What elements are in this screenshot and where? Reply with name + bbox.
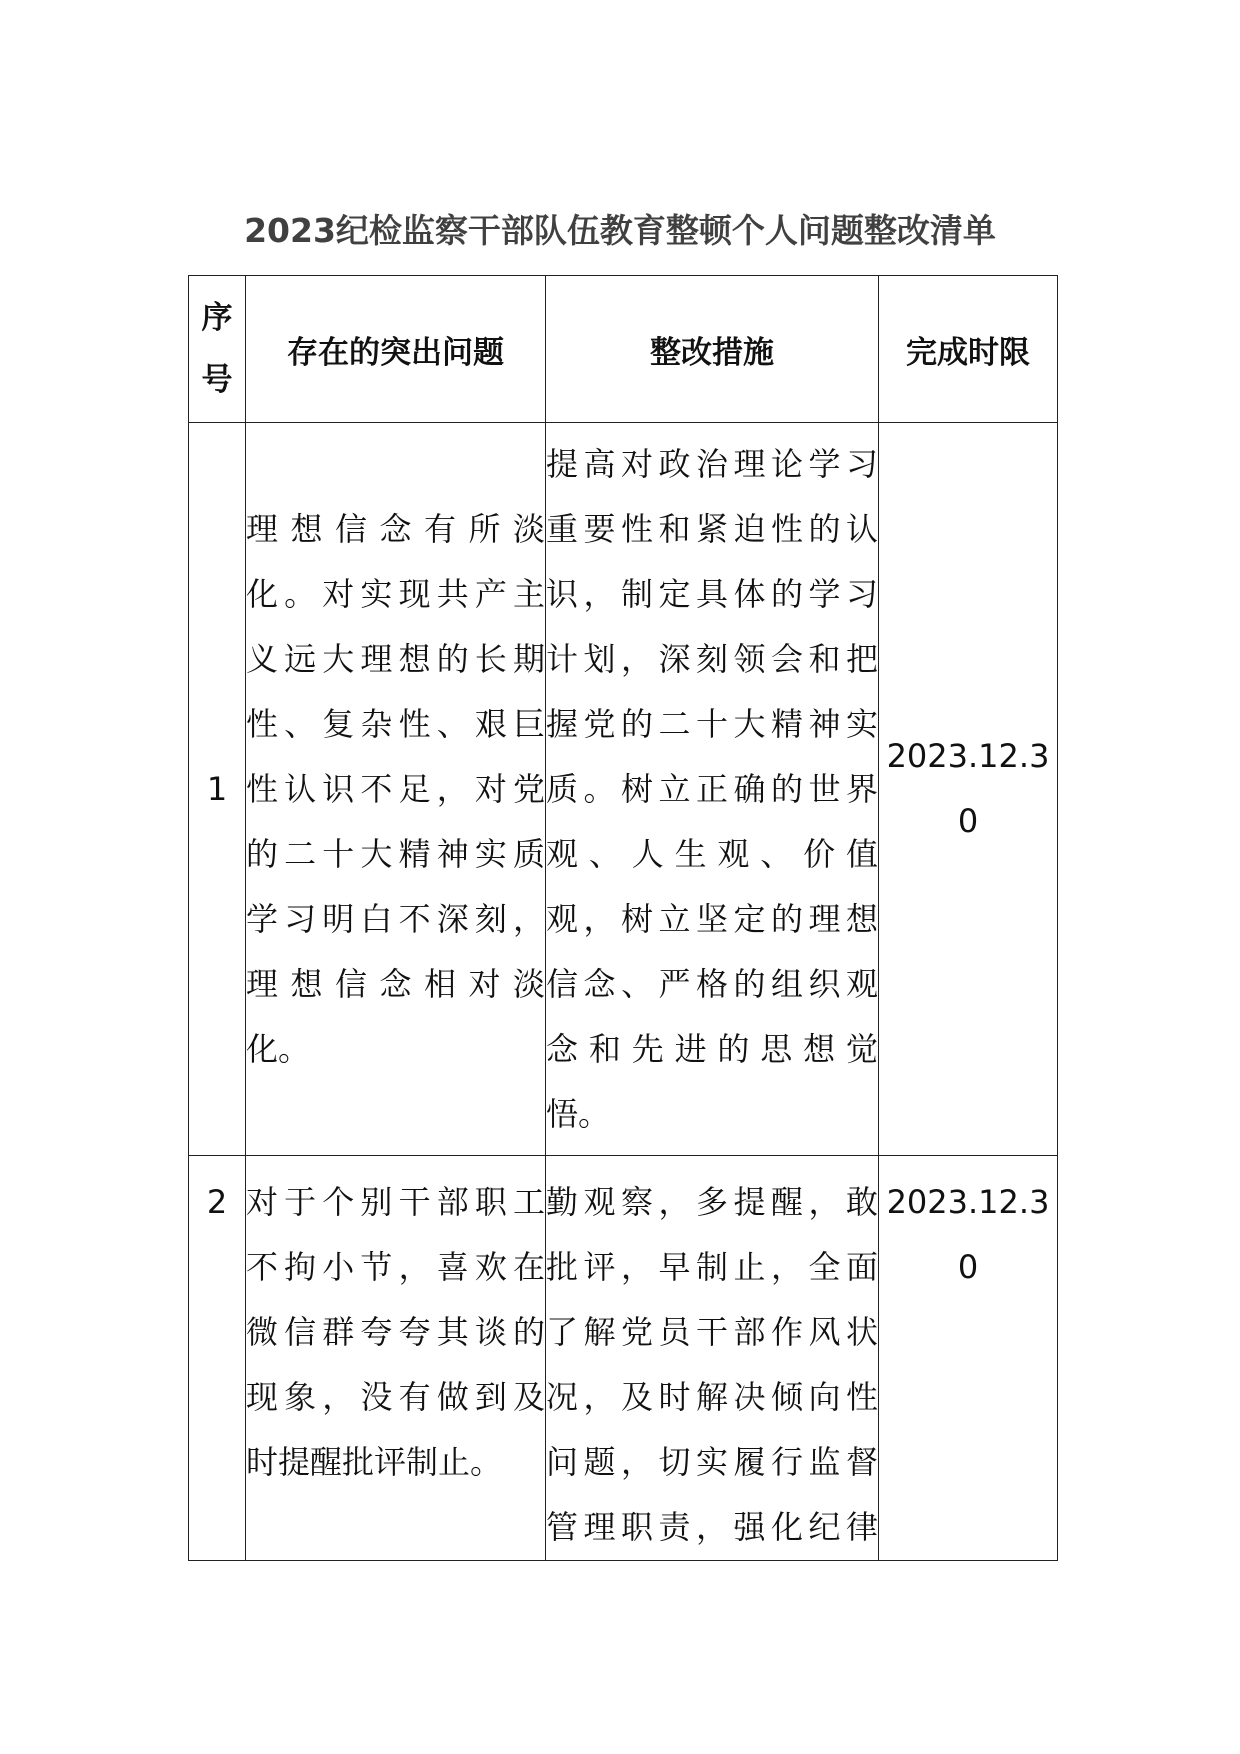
measures-cell xyxy=(546,423,879,1156)
row-no: 2 xyxy=(189,1156,246,1561)
cell-text-line: 学习明白不深刻， xyxy=(246,899,545,938)
cell-text-line: 不拘小节，喜欢在 xyxy=(246,1248,545,1286)
table-header-row xyxy=(189,276,1058,423)
cell-text-line: 化。对实现共产主 xyxy=(246,574,545,613)
cell-text-line: 微信群夸夸其谈的 xyxy=(246,1313,545,1351)
cell-text-line: 重要性和紧迫性的认 xyxy=(546,509,878,548)
cell-text-line: 了解党员干部作风状 xyxy=(546,1313,878,1351)
cell-text-line: 提高对政治理论学习 xyxy=(546,444,878,483)
deadline-cell: 2023.12.3 0 xyxy=(879,1156,1058,1561)
cell-text-line: 念和先进的思想觉 xyxy=(546,1029,878,1068)
cell-text-line: 的二十大精神实质 xyxy=(246,834,545,873)
cell-text-line: 批评，早制止，全面 xyxy=(546,1248,878,1286)
rectification-table xyxy=(188,275,1058,1561)
cell-text-line: 性、复杂性、艰巨 xyxy=(246,704,545,743)
table-row xyxy=(189,1156,1058,1561)
cell-text-line: 识，制定具体的学习 xyxy=(546,574,878,613)
cell-text-line: 质。树立正确的世界 xyxy=(546,769,878,808)
problem-cell xyxy=(246,423,546,1156)
table-row xyxy=(189,423,1058,1156)
cell-text-line: 现象，没有做到及 xyxy=(246,1378,545,1416)
document-title: 2023纪检监察干部队伍教育整顿个人问题整改清单 xyxy=(244,211,996,250)
cell-text-line: 信念、严格的组织观 xyxy=(546,964,878,1003)
cell-text-line: 勤观察，多提醒，敢 xyxy=(546,1183,878,1221)
header-problem: 存在的突出问题 xyxy=(246,276,546,423)
header-no: 序 号 xyxy=(189,276,246,423)
cell-text-line: 问题，切实履行监督 xyxy=(546,1443,878,1481)
problem-cell xyxy=(246,1156,546,1561)
cell-text-line: 对于个别干部职工 xyxy=(246,1183,545,1221)
cell-text-line: 性认识不足，对党 xyxy=(246,769,545,808)
cell-text-line: 时提醒批评制止。 xyxy=(246,1443,503,1481)
header-measures: 整改措施 xyxy=(546,276,879,423)
cell-text-line: 义远大理想的长期 xyxy=(246,639,545,678)
cell-text-line: 计划，深刻领会和把 xyxy=(546,639,878,678)
row-no: 1 xyxy=(189,423,246,1156)
cell-text-line: 握党的二十大精神实 xyxy=(546,704,878,743)
cell-text-line: 理想信念有所淡 xyxy=(246,509,545,548)
measures-cell xyxy=(546,1156,879,1561)
cell-text-line: 悟。 xyxy=(546,1094,611,1133)
cell-text-line: 管理职责，强化纪律 xyxy=(546,1508,878,1546)
cell-text-line: 观，树立坚定的理想 xyxy=(546,899,878,938)
deadline-cell: 2023.12.3 0 xyxy=(879,423,1058,1156)
header-deadline: 完成时限 xyxy=(879,276,1058,423)
cell-text-line: 观、人生观、价值 xyxy=(546,834,878,873)
cell-text-line: 理想信念相对淡 xyxy=(246,964,545,1003)
cell-text-line: 化。 xyxy=(246,1029,311,1068)
cell-text-line: 况，及时解决倾向性 xyxy=(546,1378,878,1416)
